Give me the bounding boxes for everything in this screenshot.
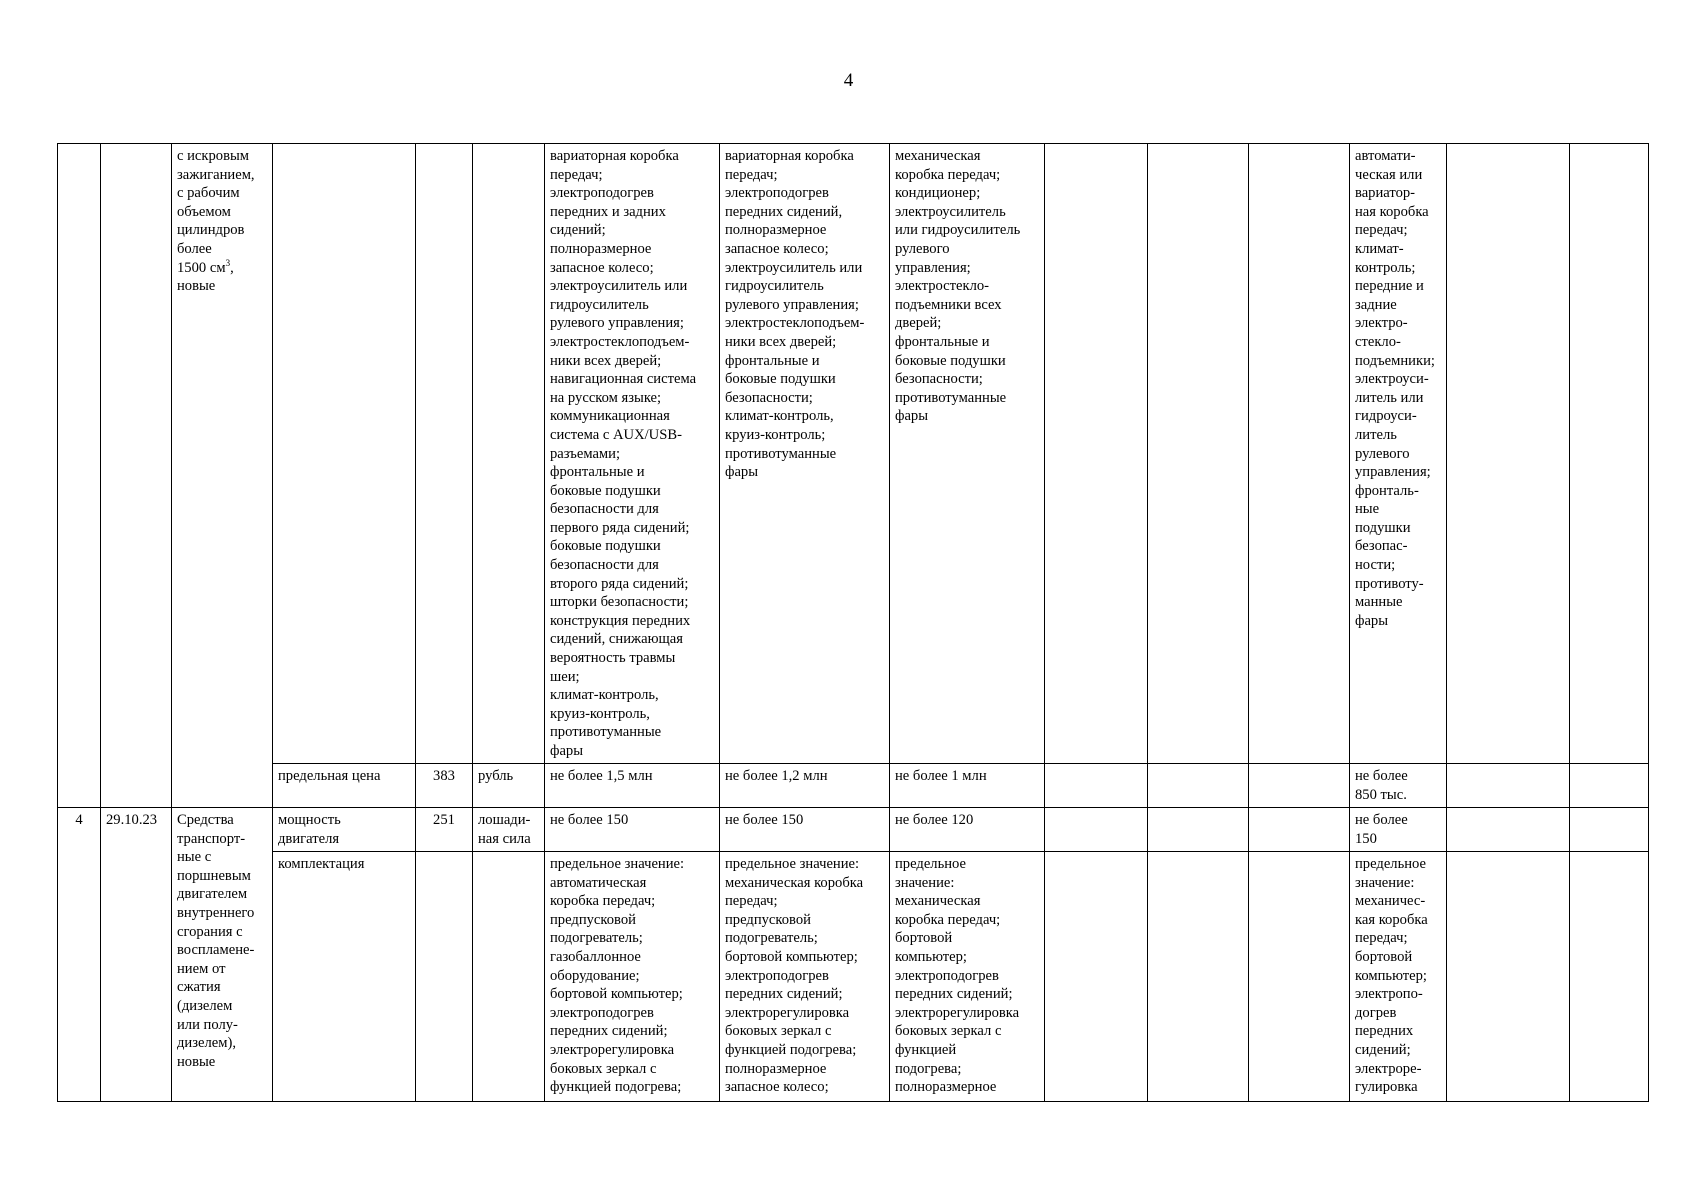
cell-empty bbox=[1045, 808, 1148, 852]
cell-empty bbox=[1249, 764, 1350, 808]
cell-unit: рубль bbox=[473, 764, 545, 808]
cell-value: не более 150 bbox=[720, 808, 890, 852]
cell-empty bbox=[1249, 852, 1350, 1102]
cell-empty bbox=[1570, 144, 1649, 764]
cell-empty bbox=[1570, 852, 1649, 1102]
cell-code bbox=[416, 852, 473, 1102]
cell-value: не более 120 bbox=[890, 808, 1045, 852]
cell-empty bbox=[1447, 852, 1570, 1102]
page-number: 4 bbox=[843, 70, 854, 91]
cell-empty bbox=[1045, 852, 1148, 1102]
cell-value: предельное значение: механичес- кая коробка передач; бортовой компьютер; электропо- догрев передних сидений; электроре- гулировка bbox=[1350, 852, 1447, 1102]
procurement-table bbox=[57, 143, 1649, 1102]
cell-name: Средства транспорт- ные с поршневым двигателем внутреннего сгорания с воспламене- нием от сжатия (дизелем или полу- дизелем), новые bbox=[172, 808, 273, 1102]
cell-empty bbox=[1249, 144, 1350, 764]
cell-value: не более 1,5 млн bbox=[545, 764, 720, 808]
cell-empty bbox=[1148, 808, 1249, 852]
cell-unit bbox=[473, 852, 545, 1102]
cell-value: предельное значение: механическая коробка передач; предпусковой подогреватель; бортовой компьютер; электроподогрев передних сидений; электрорегулировка боковых зеркал с функцией подогрева; полноразмерное запасное колесо; bbox=[720, 852, 890, 1102]
table-row bbox=[58, 144, 1649, 764]
cell-empty bbox=[1148, 764, 1249, 808]
cell-empty bbox=[1249, 808, 1350, 852]
cell-characteristic: мощность двигателя bbox=[273, 808, 416, 852]
cell-date-continued bbox=[101, 144, 172, 808]
cell-value: не более 150 bbox=[1350, 808, 1447, 852]
cell-value: механическая коробка передач; кондиционер; электроусилитель или гидроусилитель рулевого управления; электростекло- подъемники всех дверей; фронтальные и боковые подушки безопасности; противотуманные фары bbox=[890, 144, 1045, 764]
cell-value: вариаторная коробка передач; электроподогрев передних и задних сидений; полноразмерное запасное колесо; электроусилитель или гидроусилитель рулевого управления; электростеклоподъем- ники всех дверей; навигационная система на русском языке; коммуникационная система с AUX/USB- разъемами; фронтальные и боковые подушки безопасности для первого ряда сидений; боковые подушки безопасности для второго ряда сидений; шторки безопасности; конструкция передних сидений, снижающая вероятность травмы шеи; климат-контроль, круиз-контроль, противотуманные фары bbox=[545, 144, 720, 764]
cell-value: не более 1,2 млн bbox=[720, 764, 890, 808]
cell-empty bbox=[1570, 808, 1649, 852]
table-row bbox=[58, 764, 1649, 808]
cell-value: не более 850 тыс. bbox=[1350, 764, 1447, 808]
cell-empty bbox=[1570, 764, 1649, 808]
cell-code bbox=[416, 144, 473, 764]
cell-empty bbox=[1447, 144, 1570, 764]
cell-name-continued: с искровым зажиганием, с рабочим объемом цилиндров более 1500 $см^3$, новые bbox=[172, 144, 273, 808]
cell-num: 4 bbox=[58, 808, 101, 1102]
cell-num-continued bbox=[58, 144, 101, 808]
table-row bbox=[58, 852, 1649, 1102]
cell-unit bbox=[473, 144, 545, 764]
cell-value: предельное значение: механическая коробка передач; бортовой компьютер; электроподогрев передних сидений; электрорегулировка боковых зеркал с функцией подогрева; полноразмерное bbox=[890, 852, 1045, 1102]
cell-value: не более 150 bbox=[545, 808, 720, 852]
cell-value: автомати- ческая или вариатор- ная коробка передач; климат- контроль; передние и задние электро- стекло- подъемники; электроуси- литель или гидроуси- литель рулевого управления; фронталь- ные подушки безопас- ности; противоту- манные фары bbox=[1350, 144, 1447, 764]
cell-code: 383 bbox=[416, 764, 473, 808]
cell-unit: лошади- ная сила bbox=[473, 808, 545, 852]
cell-value: не более 1 млн bbox=[890, 764, 1045, 808]
cell-characteristic: предельная цена bbox=[273, 764, 416, 808]
cell-empty bbox=[1447, 764, 1570, 808]
table-row bbox=[58, 808, 1649, 852]
cell-empty bbox=[1045, 764, 1148, 808]
cell-empty bbox=[1148, 852, 1249, 1102]
cell-empty bbox=[1045, 144, 1148, 764]
cell-code: 251 bbox=[416, 808, 473, 852]
cell-value: предельное значение: автоматическая коробка передач; предпусковой подогреватель; газобаллонное оборудование; бортовой компьютер; электроподогрев передних сидений; электрорегулировка боковых зеркал с функцией подогрева; bbox=[545, 852, 720, 1102]
cell-characteristic bbox=[273, 144, 416, 764]
cell-characteristic: комплектация bbox=[273, 852, 416, 1102]
cell-value: вариаторная коробка передач; электроподогрев передних сидений, полноразмерное запасное колесо; электроусилитель или гидроусилитель рулевого управления; электростеклоподъем- ники всех дверей; фронтальные и боковые подушки безопасности; климат-контроль, круиз-контроль; противотуманные фары bbox=[720, 144, 890, 764]
cell-date: 29.10.23 bbox=[101, 808, 172, 1102]
cell-empty bbox=[1447, 808, 1570, 852]
cell-empty bbox=[1148, 144, 1249, 764]
